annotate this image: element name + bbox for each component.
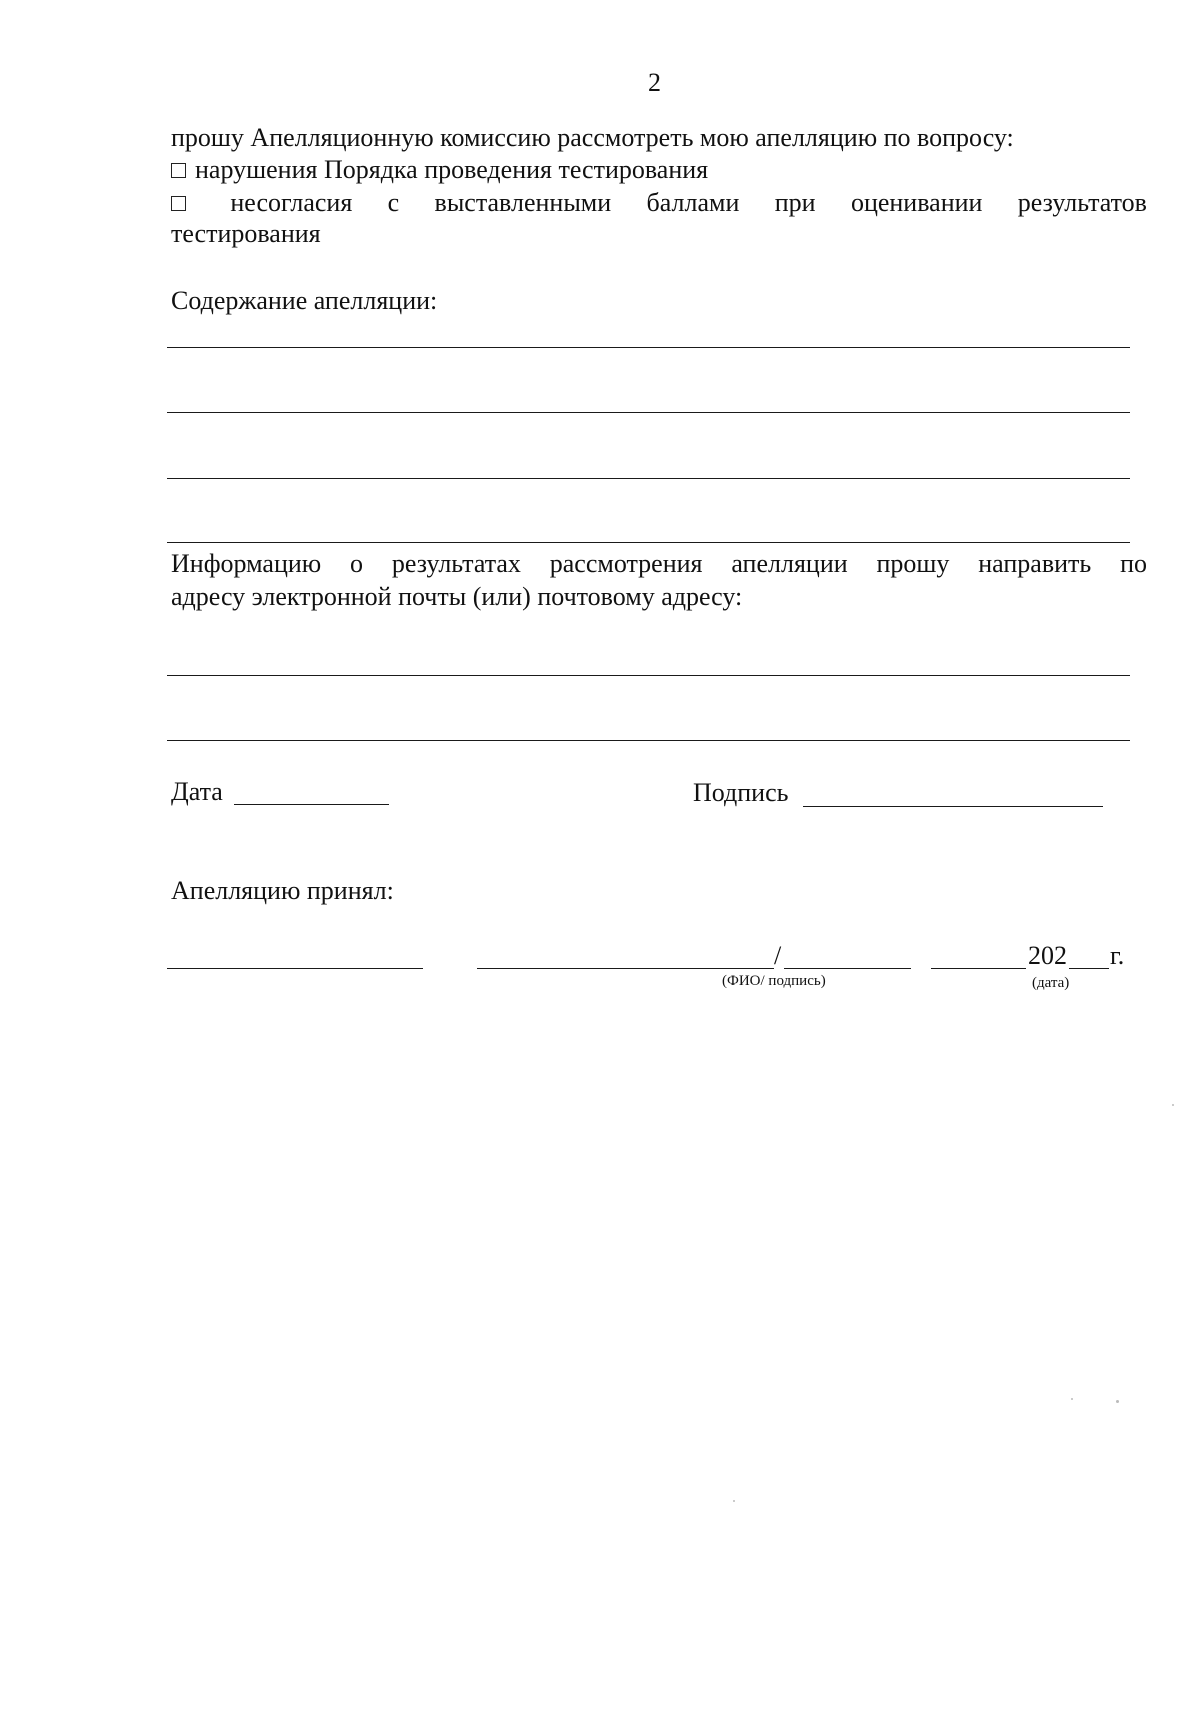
scan-speck <box>1172 1104 1174 1106</box>
content-line-3[interactable] <box>167 478 1130 479</box>
info-line-1 <box>171 549 1147 579</box>
word: несогласия <box>230 188 353 217</box>
signature-line[interactable] <box>803 806 1103 807</box>
word: результатах <box>391 549 521 578</box>
scan-speck <box>1071 1398 1073 1400</box>
content-label: Содержание апелляции: <box>171 286 438 315</box>
word: результатов <box>1017 188 1147 217</box>
word: Информацию <box>171 549 322 578</box>
violation-checkbox[interactable] <box>171 163 186 178</box>
accepted-fio-line[interactable] <box>477 968 774 969</box>
accepted-sign-line[interactable] <box>784 968 911 969</box>
word: по <box>1120 549 1147 578</box>
accepted-slash: / <box>774 941 782 970</box>
scan-speck <box>733 1500 735 1502</box>
accepted-label: Апелляцию принял: <box>171 876 394 905</box>
content-line-2[interactable] <box>167 412 1130 413</box>
accepted-day-line[interactable] <box>931 968 1026 969</box>
option-disagreement <box>171 188 1147 218</box>
accepted-year-line[interactable] <box>1069 968 1109 969</box>
word: прошу <box>876 549 950 578</box>
option-violation-label: нарушения Порядка проведения тестирования <box>195 155 709 184</box>
word: оценивании <box>850 188 983 217</box>
word: с <box>387 188 400 217</box>
address-line-2[interactable] <box>167 740 1130 741</box>
signature-label: Подпись <box>693 778 789 807</box>
fio-caption: (ФИО/ подпись) <box>722 973 826 989</box>
info-line-2: адресу электронной почты (или) почтовому адресу: <box>171 582 743 611</box>
date-caption: (дата) <box>1032 975 1070 991</box>
word: о <box>350 549 364 578</box>
request-intro: прошу Апелляционную комиссию рассмотреть мою апелляцию по вопросу: <box>171 123 1014 152</box>
content-line-4[interactable] <box>167 542 1130 543</box>
word: выставленными <box>434 188 612 217</box>
disagreement-checkbox[interactable] <box>171 196 186 211</box>
word: рассмотрения <box>549 549 703 578</box>
accepted-line-1[interactable] <box>167 968 423 969</box>
date-line[interactable] <box>234 804 389 805</box>
word: при <box>774 188 816 217</box>
page-number: 2 <box>648 68 661 97</box>
option-disagreement-cont: тестирования <box>171 219 321 248</box>
accepted-year-suffix: г. <box>1110 941 1125 970</box>
date-label: Дата <box>171 777 223 806</box>
content-line-1[interactable] <box>167 347 1130 348</box>
scan-speck <box>1116 1400 1119 1403</box>
address-line-1[interactable] <box>167 675 1130 676</box>
accepted-year: 202 <box>1028 941 1067 970</box>
word: баллами <box>646 188 740 217</box>
word: апелляции <box>731 549 848 578</box>
disagreement-checkbox-wrap <box>171 188 195 218</box>
option-violation <box>171 155 708 185</box>
word: направить <box>978 549 1092 578</box>
